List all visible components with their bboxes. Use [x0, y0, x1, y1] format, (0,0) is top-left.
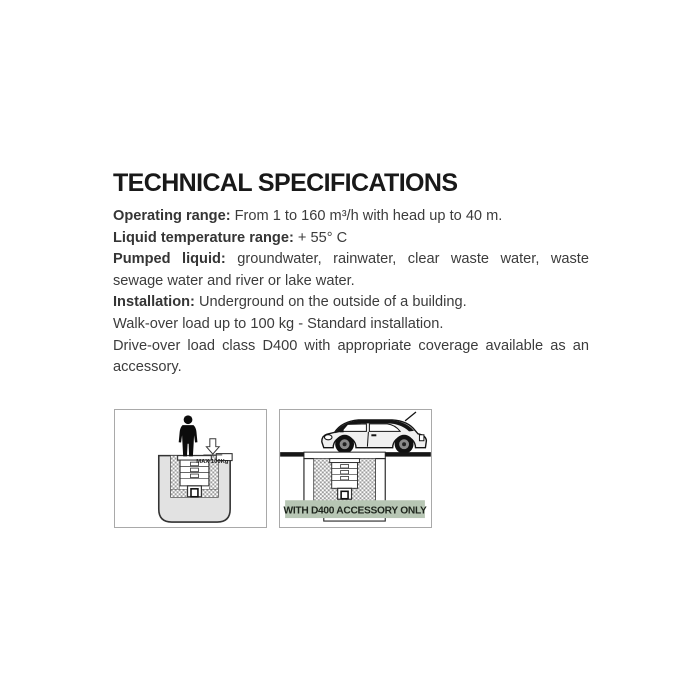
max-load-label: MAX 100Kg — [196, 459, 229, 466]
spec-line-walk-over-load — [113, 314, 589, 336]
spec-value: Walk-over load up to 100 kg - Standard installation. — [113, 315, 444, 332]
spec-value: From 1 to 160 m³/h with head up to 40 m. — [230, 208, 503, 224]
ground-band — [280, 452, 431, 458]
specs-block — [113, 206, 589, 379]
spec-label: Pumped liquid: — [113, 251, 226, 268]
down-arrow-icon — [203, 439, 222, 455]
banner-label: WITH D400 ACCESSORY ONLY — [283, 505, 427, 517]
front-wheel — [335, 435, 354, 454]
antenna — [405, 412, 416, 421]
spec-label: Liquid temperature range: — [113, 229, 294, 246]
spec-line-liquid-temperature — [113, 228, 589, 250]
person-silhouette-illustration — [179, 415, 198, 456]
spec-value: + 55° C — [293, 229, 348, 246]
spec-label: Operating range: — [113, 208, 231, 224]
d400-accessory-banner — [284, 500, 427, 518]
spec-line-installation — [113, 292, 589, 314]
page-title: TECHNICAL SPECIFICATIONS — [113, 169, 458, 197]
spec-value: Underground on the outside of a building. — [194, 294, 467, 311]
spec-value: groundwater, rainwater, clear waste water, waste sewage water and river or lake water. — [113, 251, 589, 289]
figure-walk-over-installation — [114, 409, 267, 528]
spec-value: Drive-over load class D400 with appropriate coverage available as an accessory. — [113, 337, 589, 376]
figure-drive-over-installation — [279, 409, 432, 528]
spec-line-operating-range — [113, 206, 589, 228]
spec-line-drive-over-load — [113, 336, 589, 379]
walk-over-illustration — [115, 410, 266, 527]
rear-wheel — [395, 435, 414, 454]
car-illustration — [322, 412, 427, 454]
spec-line-pumped-liquid — [113, 249, 589, 292]
spec-label: Installation: — [113, 294, 195, 311]
drive-over-illustration — [280, 410, 431, 527]
